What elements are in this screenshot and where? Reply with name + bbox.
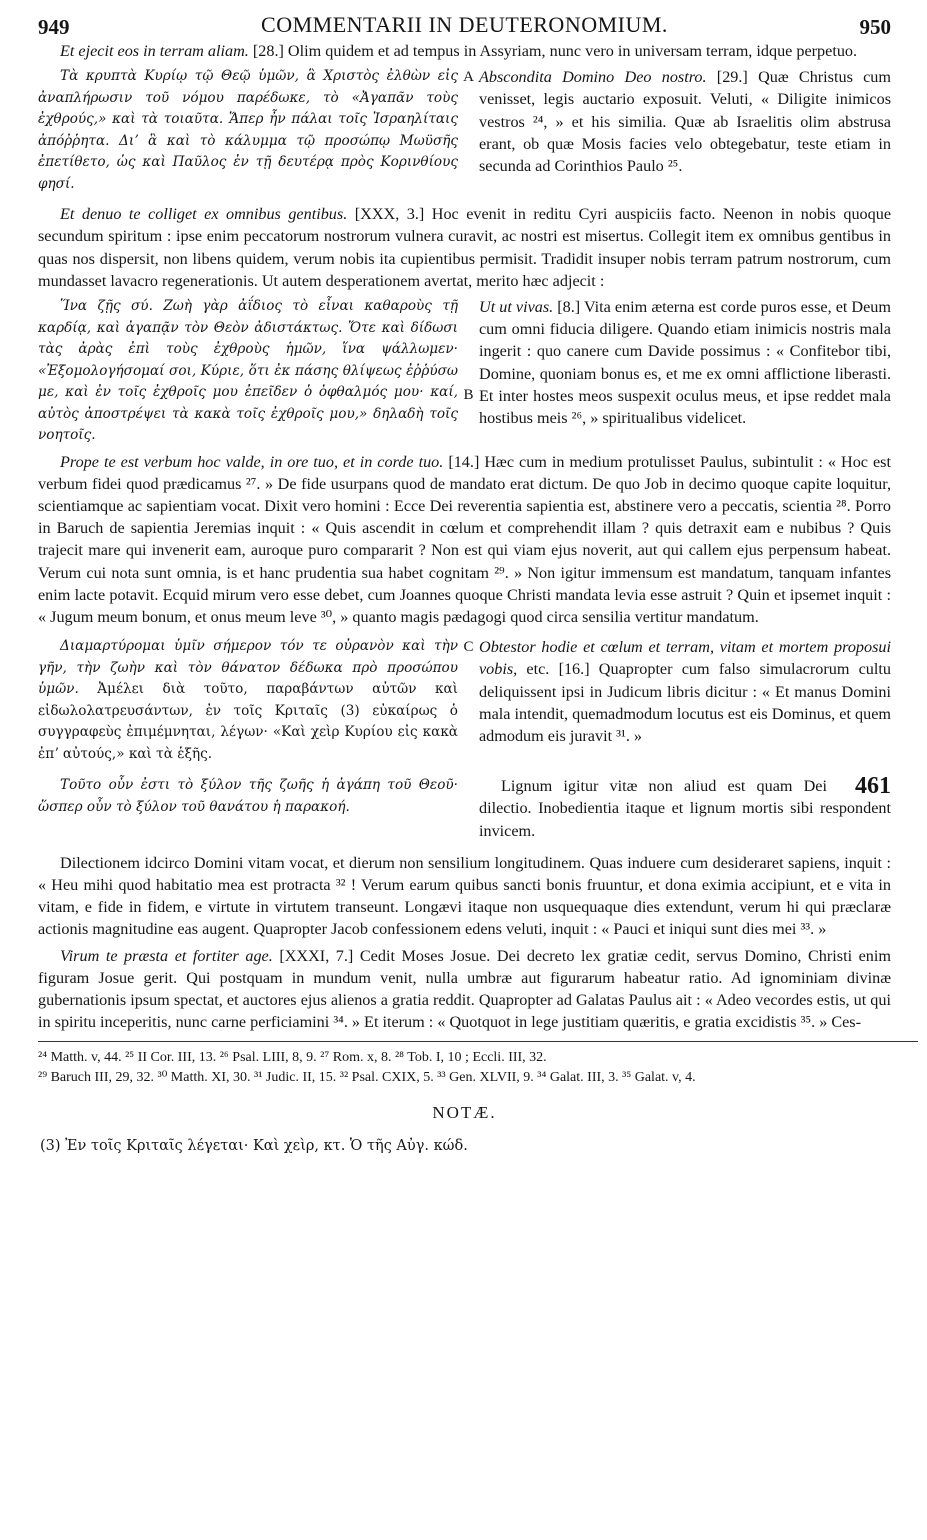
paragraph-text: [XXXI, 7.] Cedit Moses Josue. Dei decreto lex gratiæ cedit, servus Domino, Christi enim figuram Josue gerit. Qui postquam in mundum venit, nulla umbræ aut figurarum habeatur ratio. Ad ignominiam divinæ gubernationis ipsum spectat, et auctores ejus alienos a gratia reddit. Quapropter ad Galatas Paulus ait : « Adeo vecordes estis, ut qui in spiritu inceperitis, nunc carne perficiamini ³⁴. » Et iterum : « Quotquot in lege justitiam quæritis, e gratia excidistis ³⁵. » Ces- (38, 946, 891, 1032)
paragraph-text: [XXX, 3.] Hoc evenit in reditu Cyri auspiciis facto. Neenon in nobis quoque secundum spiritum : ipse enim peccatorum nostrorum vulnera curavit, ac nostri est misertus. Collegit item ex omnibus gentibus in quas nos dispersit, non libens quidem, verum nobis ita cupientibus permisit. Tradidit insuper nobis terram patrum nostrorum, cum mundasset lavacro regenerationis. Ut autem desperationem avertat, merito hæc adjecit : (38, 205, 891, 290)
latin-column (479, 66, 891, 177)
lemma: Obtestor hodie et cœlum et terram, vitam et mortem proposui vobis, (479, 638, 891, 679)
greek-text (38, 636, 458, 765)
greek-column (38, 775, 458, 818)
paragraph-1 (38, 40, 891, 62)
footnotes (38, 1048, 891, 1088)
note-text: (3) Ἐν τοῖς Κριταῖς λέγεται· Καὶ χεὶρ, κτ. Ὁ τῆς Αὐγ. κώδ. (40, 1137, 468, 1154)
page-number-right: 950 (859, 15, 891, 39)
running-header (38, 0, 891, 40)
parallel-section-d (38, 775, 891, 842)
paragraph-5 (38, 945, 891, 1034)
latin-paragraph (479, 775, 891, 842)
parallel-section-b (38, 296, 891, 447)
greek-column (38, 66, 458, 195)
greek-text: Ἵνα ζῇς σύ. Ζωὴ γὰρ ἀΐδιος τὸ εἶναι καθαροὺς τῇ καρδίᾳ, καὶ ἀγαπᾷν τὸν Θεὸν ἀδιστάκτως. Ὅτε καὶ δίδωσι τὰς ἀρὰς ἐπὶ τοὺς ἐχθροὺς ἡμῶν, ἵνα ψάλλωμεν· «Ἐξομολογήσομαί σοι, Κύριε, ὅτι ἐκ πάσης θλίψεως ἐῤῥύσω με, καὶ ἐν τοῖς ἐχθροῖς μου ἐπεῖδεν ὁ ὀφθαλμός μου· καί, αὐτὸς ἀποστρέψει τὰ κακὰ τοῖς ἐχθροῖς μου,» δηλαδὴ τοῖς νοητοῖς. (38, 298, 458, 444)
greek-column (38, 296, 458, 447)
greek-text: Τοῦτο οὖν ἐστι τὸ ξύλον τῆς ζωῆς ἡ ἀγάπη τοῦ Θεοῦ· ὥσπερ οὖν τὸ ξύλον τοῦ θανάτου ἡ παρακοή. (38, 777, 458, 815)
latin-text: Lignum igitur vitæ non aliud est quam Dei dilectio. Inobedientia itaque et lignum mortis sibi respondent invicem. (479, 777, 891, 840)
parallel-section-a (38, 66, 891, 195)
paragraph-4: Dilectionem idcirco Domini vitam vocat, et dierum non sensilium longitudinem. Quas induere cum desideraret sapiens, inquit : « Heu mihi quod habitatio mea est protracta ³² ! Verum earum quibus sancti bonis fruuntur, et dona eximia accipiunt, et e vita in vitam, e fide in fidem, e virtute in virtutem transeunt. Longævi itaque non usquequaque dies extendunt, verum hi qui præclaræ actionis magnitudine eas augent. Quapropter Jacob confessionem edens veluti, inquit : « Pauci et iniqui sunt dies mei ³³. » (38, 853, 891, 939)
section-marker: C (463, 639, 474, 656)
column-number: 461 (855, 773, 891, 800)
lemma: Ut ut vivas. (479, 298, 554, 317)
latin-paragraph (479, 636, 891, 747)
greek-text: Τὰ κρυπτὰ Κυρίῳ τῷ Θεῷ ὑμῶν, ἃ Χριστὸς ἐλθὼν εἰς ἀναπλήρωσιν τοῦ νόμου παρέδωκε, τὸ «Ἀγαπᾶν τοὺς ἐχθρούς,» καὶ τὰ τοιαῦτα. Ἅπερ ἦν πάλαι τοῖς Ἰσραηλίταις ἀπόῤῥητα. Διʼ ἃ καὶ τὸ κάλυμμα τῷ προσώπῳ Μωϋσῆς ἐπετίθετο, ὡς καὶ Παῦλος ἐν τῇ δευτέρᾳ πρὸς Κορινθίους φησί. (38, 68, 458, 192)
paragraph-text: [14.] Hæc cum in medium protulisset Paulus, subintulit : « Hoc est verbum fidei quod prædicamus ²⁷. » De fide usurpans quod de mandato erat dictum. De quo Job in decimo quoque capite loquitur, scientiamque ac sapientiam vocat. Dixit vero homini : Ecce Dei reverentia sapientia est, abstinere vero a peccatis, scientia ²⁸. Porro in Baruch de sapientia Jeremias inquit : « Quis ascendit in cœlum et comprehendit illam ? quis detraxit eam e nubibus ? Quis trajecit mare qui invenerit eam, auroque puro compararit ? Non est qui viam ejus noverit, aut qui callem ejus perpensum habeat. Verum cui nota sunt omnia, is et hanc prudentia sua habet cognitam ²⁹. » Non igitur immensum est mandatum, tanquam infantes enim lacte potavit. Ecquid mirum vero esse debet, cum Joannes quoque Christi mandata levia esse astruit ? Quin et ipsemet inquit : « Jugum meum bonum, et onus meum leve ³⁰, » quanto magis pædagogi quod circa sensilia vertitur mandatum. (38, 452, 891, 626)
latin-column (479, 296, 891, 429)
page-number-left: 949 (38, 15, 70, 39)
footnote-line: ²⁹ Baruch III, 29, 32. ³⁰ Matth. XI, 30. ³¹ Judic. II, 15. ³² Psal. CXIX, 5. ³³ Gen. XLVII, 9. ³⁴ Galat. III, 3. ³⁵ Galat. v, 4. (38, 1070, 696, 1086)
section-marker: A (463, 69, 474, 86)
parallel-section-c (38, 636, 891, 765)
footnote-line: ²⁴ Matth. v, 44. ²⁵ II Cor. III, 13. ²⁶ Psal. LIII, 8, 9. ²⁷ Rom. x, 8. ²⁸ Tob. I, 10 ; Eccli. III, 32. (38, 1050, 547, 1066)
running-title: COMMENTARII IN DEUTERONOMIUM. (261, 12, 668, 37)
paragraph-text: [28.] Olim quidem et ad tempus in Assyriam, nunc vero in universam terram, idque perpetuo. (248, 42, 858, 60)
paragraph-3 (38, 451, 891, 629)
latin-paragraph (479, 296, 891, 429)
paragraph-2 (38, 203, 891, 292)
latin-text: etc. [16.] Quapropter cum falso simulacrorum cultu deliquissent ipsi in Judicum libris dicitur : « Et manus Domini mala intendit, quemadmodum locutus est eis Dominus, et quem admodum eis juravit ³¹. » (479, 660, 891, 745)
latin-text: [8.] Vita enim æterna est corde puros esse, et Deum cum omni fiducia diligere. Quando etiam inimicis nostris mala ingerit : quo canere cum Davide possimus : « Confitebor tibi, Domine, quoniam bonus es, et me ex omni afflictione liberasti. Et inter hostes meos suspexit oculus meus, et ipse reddet mala hostibus meis ²⁶, » spiritualibus videlicet. (479, 298, 891, 428)
latin-paragraph (479, 66, 891, 177)
footnote-divider (38, 1041, 918, 1042)
lemma: Virum te præsta et fortiter age. (60, 946, 273, 965)
greek-body: Ἀμέλει διὰ τοῦτο, παραβάντων αὐτῶν καὶ εἰδωλολατρευσάντων, ἐν τοῖς Κριταῖς (3) εὐκαίρως ὁ συγγραφεὺς ἐπιμέμνηται, λέγων· «Καὶ χεὶρ Κυρίου εἰς κακὰ ἐπʼ αὐτούς,» καὶ τὰ ἑξῆς. (38, 681, 458, 762)
latin-text: [29.] Quæ Christus cum venisset, legis auctario exposuit. Veluti, « Diligite inimicos vestros ²⁴, » et his similia. Quæ ab Israelitis olim abstrusa erant, ob quæ Mosis facies velo obtegebatur, teste etiam in secunda ad Corinthios Paulo ²⁵. (479, 68, 891, 176)
lemma: Et ejecit eos in terram aliam. (60, 42, 249, 60)
lemma: Abscondita Domino Deo nostro. (479, 68, 707, 87)
lemma: Et denuo te colliget ex omnibus gentibus. (60, 205, 348, 224)
lemma: Prope te est verbum hoc valde, in ore tuo, et in corde tuo. (60, 452, 444, 471)
greek-lemma: Διαμαρτύρομαι ὑμῖν σήμερον τόν τε οὐρανὸν καὶ τὴν γῆν, τὴν ζωὴν καὶ τὸν θάνατον δέδωκα πρὸ προσώπου ὑμῶν. (38, 638, 458, 698)
latin-column (479, 636, 891, 747)
section-marker: B (463, 387, 474, 404)
latin-column (479, 775, 891, 842)
greek-column (38, 636, 458, 765)
notes-heading: NOTÆ. (432, 1103, 497, 1123)
